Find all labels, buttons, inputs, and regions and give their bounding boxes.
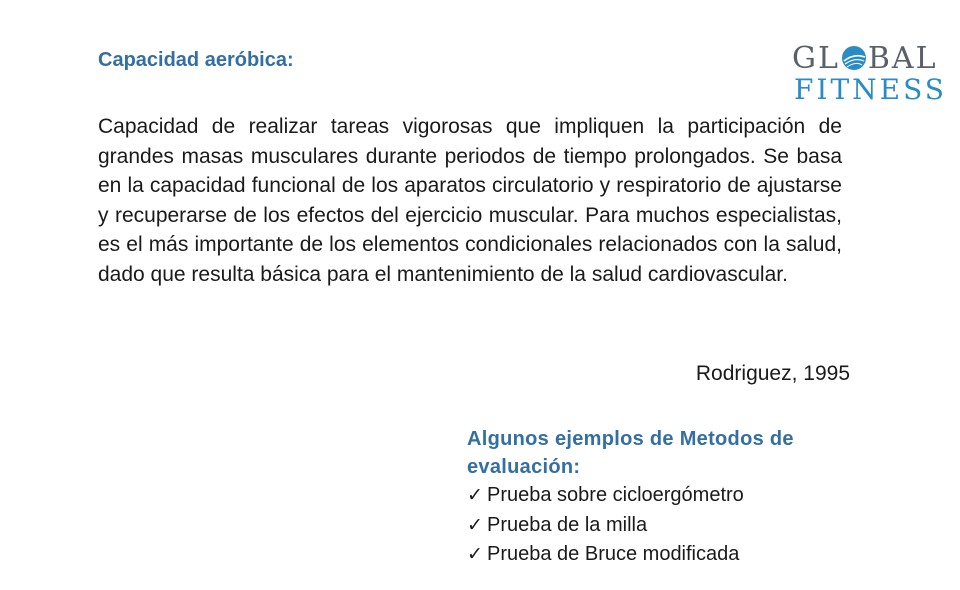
list-item [467,481,827,511]
logo-text-gl: GL [792,41,840,76]
list-item-label: Prueba de la milla [487,513,648,536]
checkmark-icon: ✓ [467,544,483,565]
methods-list [467,481,827,570]
citation: Rodriguez, 1995 [695,362,850,385]
globe-icon [841,45,867,71]
page-title: Capacidad aeróbica: [98,49,294,71]
list-item [467,540,827,570]
definition-paragraph: Capacidad de realizar tareas vigorosas que impliquen la participación de grandes masas musculares durante periodos de tiempo prolongados. Se basa en la capacidad funcional de los aparatos circulatorio y respiratorio de ajustarse y recuperarse de los efectos del ejercicio muscular. Para muchos especialistas, es el más importante de los elementos condicionales relacionados con la salud, dado que resulta básica para el mantenimiento de la salud cardiovascular. [98,115,842,286]
list-item-label: Prueba sobre cicloergómetro [487,484,744,506]
checkmark-icon: ✓ [467,485,483,506]
global-fitness-logo [792,41,947,106]
evaluation-methods [467,425,827,570]
list-item-label: Prueba de Bruce modificada [487,543,740,565]
logo-wordmark-bottom: FITNESS [794,73,947,106]
logo-text-bal: BAL [867,41,938,76]
methods-heading: Algunos ejemplos de Metodos de evaluación: [467,428,794,478]
logo-wordmark-top [792,42,938,76]
list-item [467,511,827,541]
checkmark-icon: ✓ [467,514,483,536]
